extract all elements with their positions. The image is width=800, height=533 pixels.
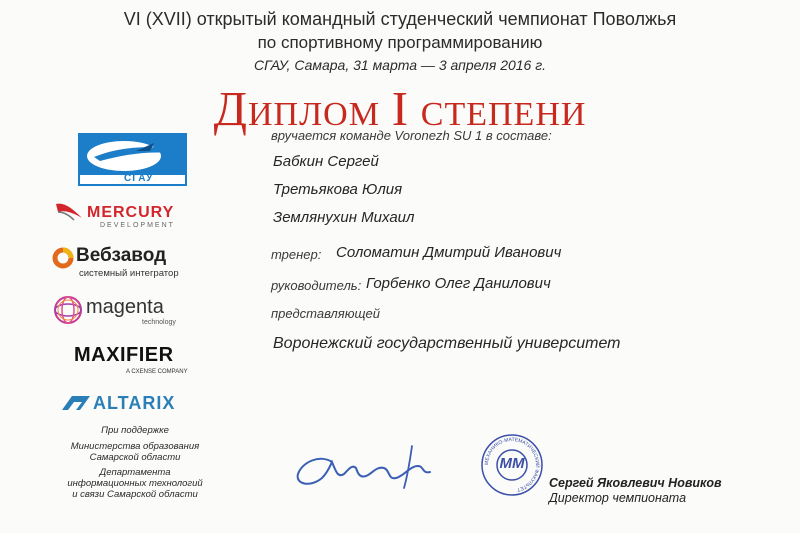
altarix-logo [60,392,200,416]
faculty-stamp [480,433,544,497]
support-block [50,425,220,500]
stamp-center-letters: ММ [499,455,525,472]
coach-name: Соломатин Дмитрий Иванович [336,244,562,261]
team-member-1: Бабкин Сергей [273,153,379,170]
support-dept-line-1: Департамента [99,467,171,478]
head-name: Горбенко Олег Данилович [366,275,551,292]
award-intro: вручается команде Voronezh SU 1 в составе: [271,128,552,143]
sgau-logo [78,133,187,186]
mercury-logo-subtext: DEVELOPMENT [100,222,175,229]
mercury-swoosh-icon [54,200,84,222]
magenta-sphere-icon [52,294,84,326]
support-dept-line-2: информационных технологий [67,478,203,489]
support-dept-line-3: и связи Самарской области [72,489,198,500]
header-line-1: VI (XVII) открытый командный студенческий чемпионат Поволжья [123,9,677,29]
maxifier-logo [74,344,194,378]
header-line-2: по спортивному программированию [257,33,543,52]
university-name: Воронежский государственный университет [273,335,621,352]
vebzavod-logo-text: Вебзавод [76,245,167,266]
header-line-3: СГАУ, Самара, 31 марта — 3 апреля 2016 г. [253,57,547,73]
signatory-role: Директор чемпионата [549,491,687,505]
support-ministry-line-2: Самарской области [89,452,181,463]
vebzavod-ring-icon [52,247,74,269]
title-roman: I [391,81,410,136]
vebzavod-logo [52,244,202,280]
handwritten-signature [292,440,452,495]
altarix-chevron-icon [60,394,92,412]
sgau-logo-text: СГАУ [124,173,154,184]
support-ministry-line-1: Министерства образования [70,441,200,452]
magenta-logo [52,294,202,330]
coach-label: тренер: [271,247,322,262]
title-word-diploma: Диплом [213,81,380,136]
team-member-2: Третьякова Юлия [273,181,403,198]
maxifier-logo-subtext: A CXENSE COMPANY [126,369,188,375]
team-member-3: Землянухин Михаил [273,209,415,226]
support-label: При поддержке [101,425,169,436]
head-label: руководитель: [271,278,362,293]
altarix-logo-text: ALTARIX [93,393,176,413]
title-word-degree: степени [420,81,587,136]
mercury-logo-text: MERCURY [87,204,175,221]
signatory-name: Сергей Яковлевич Новиков [549,476,722,490]
vebzavod-logo-subtext: системный интегратор [79,268,179,279]
mercury-logo [54,198,194,232]
maxifier-logo-text: MAXIFIER [74,344,174,366]
stamp-ring-text: МЕХАНИКО-МАТЕМАТИЧЕСКИЙ ФАКУЛЬТЕТ [483,436,541,493]
represent-label: представляющей [271,306,380,321]
magenta-logo-subtext: technology [142,319,176,326]
magenta-logo-text: magenta [86,296,164,318]
